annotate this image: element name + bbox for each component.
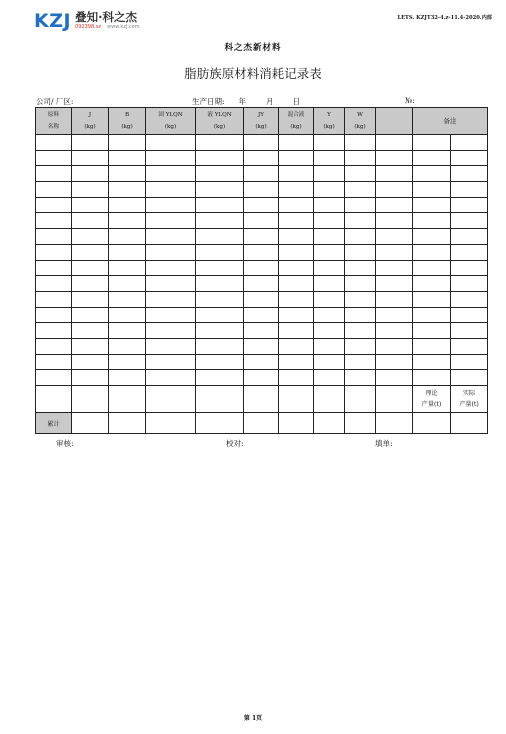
- table-cell[interactable]: [451, 135, 488, 151]
- table-cell[interactable]: [109, 413, 146, 434]
- table-cell[interactable]: [314, 182, 345, 198]
- table-cell[interactable]: [279, 386, 314, 413]
- table-cell[interactable]: [279, 323, 314, 339]
- table-cell[interactable]: [244, 354, 279, 370]
- table-cell[interactable]: [279, 213, 314, 229]
- theoretical-yield-label: 理论 产量(t): [413, 386, 451, 413]
- table-cell[interactable]: [413, 260, 451, 276]
- table-cell[interactable]: [196, 370, 244, 386]
- table-cell[interactable]: [413, 197, 451, 213]
- table-cell[interactable]: [413, 413, 451, 434]
- table-row: [36, 354, 488, 370]
- table-row: [36, 150, 488, 166]
- table-cell[interactable]: [109, 386, 146, 413]
- table-cell[interactable]: [451, 338, 488, 354]
- header-cell: Y (kg): [314, 108, 345, 135]
- logo-text: [75, 11, 139, 31]
- table-cell[interactable]: [146, 260, 196, 276]
- table-cell[interactable]: [36, 338, 72, 354]
- table-cell[interactable]: [413, 229, 451, 245]
- table-cell[interactable]: [196, 260, 244, 276]
- table-cell[interactable]: [413, 354, 451, 370]
- table-cell[interactable]: [244, 307, 279, 323]
- table-cell[interactable]: [376, 323, 413, 339]
- table-cell[interactable]: [196, 307, 244, 323]
- table-cell[interactable]: [451, 244, 488, 260]
- table-cell[interactable]: [244, 213, 279, 229]
- table-cell[interactable]: [345, 182, 376, 198]
- table-cell[interactable]: [376, 150, 413, 166]
- table-cell[interactable]: [244, 260, 279, 276]
- table-cell[interactable]: [146, 166, 196, 182]
- header-cell: J (kg): [72, 108, 109, 135]
- production-date-field: [192, 96, 300, 107]
- year-label: 年: [238, 97, 247, 106]
- table-cell[interactable]: [196, 386, 244, 413]
- table-cell[interactable]: [345, 135, 376, 151]
- table-cell[interactable]: [196, 323, 244, 339]
- header-cell: JY (kg): [244, 108, 279, 135]
- table-cell[interactable]: [244, 291, 279, 307]
- brand-logo: [34, 11, 140, 35]
- table-cell[interactable]: [146, 276, 196, 292]
- number-label: №:: [405, 96, 415, 105]
- table-cell[interactable]: [146, 307, 196, 323]
- table-cell[interactable]: [244, 386, 279, 413]
- table-cell[interactable]: [109, 229, 146, 245]
- table-cell[interactable]: [146, 323, 196, 339]
- table-cell[interactable]: [345, 413, 376, 434]
- table-cell[interactable]: [376, 244, 413, 260]
- table-cell[interactable]: [109, 370, 146, 386]
- table-row: [36, 370, 488, 386]
- table-cell[interactable]: [376, 370, 413, 386]
- table-cell[interactable]: [376, 135, 413, 151]
- fill-signature: 填单:: [375, 439, 393, 448]
- table-cell[interactable]: [345, 229, 376, 245]
- table-row: [36, 213, 488, 229]
- table-cell[interactable]: [109, 166, 146, 182]
- table-cell[interactable]: [109, 197, 146, 213]
- table-cell[interactable]: [345, 370, 376, 386]
- table-cell[interactable]: [72, 182, 109, 198]
- table-cell[interactable]: [196, 166, 244, 182]
- table-cell[interactable]: [451, 166, 488, 182]
- table-cell[interactable]: [376, 307, 413, 323]
- table-cell[interactable]: [376, 260, 413, 276]
- table-cell[interactable]: [36, 197, 72, 213]
- table-cell[interactable]: [413, 291, 451, 307]
- table-cell[interactable]: [345, 323, 376, 339]
- table-row: [36, 135, 488, 151]
- table-cell[interactable]: [314, 135, 345, 151]
- table-cell[interactable]: [451, 229, 488, 245]
- table-cell[interactable]: [413, 182, 451, 198]
- table-cell[interactable]: [345, 197, 376, 213]
- table-row: [36, 291, 488, 307]
- table-cell[interactable]: [413, 307, 451, 323]
- table-cell[interactable]: [279, 229, 314, 245]
- table-cell[interactable]: [451, 370, 488, 386]
- table-cell[interactable]: [451, 213, 488, 229]
- logo-sub: [75, 24, 139, 31]
- table-cell[interactable]: [345, 150, 376, 166]
- table-cell[interactable]: [109, 260, 146, 276]
- table-cell[interactable]: [279, 166, 314, 182]
- page-number: 第 1页: [243, 715, 263, 722]
- day-label: 日: [292, 97, 301, 106]
- table-cell[interactable]: [72, 197, 109, 213]
- table-cell[interactable]: [279, 135, 314, 151]
- table-cell[interactable]: [72, 386, 109, 413]
- actual-yield-label: 实际 产量(t): [451, 386, 488, 413]
- table-cell[interactable]: [376, 197, 413, 213]
- table-row: [36, 260, 488, 276]
- table-cell[interactable]: [146, 413, 196, 434]
- table-cell[interactable]: [451, 260, 488, 276]
- table-cell[interactable]: [146, 386, 196, 413]
- table-cell[interactable]: [413, 244, 451, 260]
- table-cell[interactable]: [345, 276, 376, 292]
- table-cell[interactable]: [451, 354, 488, 370]
- yield-row: [36, 386, 488, 413]
- table-cell[interactable]: [413, 323, 451, 339]
- table-cell[interactable]: [279, 150, 314, 166]
- table-cell[interactable]: [279, 307, 314, 323]
- table-cell[interactable]: [244, 150, 279, 166]
- number-field: [405, 96, 415, 105]
- table-cell[interactable]: [314, 213, 345, 229]
- table-cell[interactable]: [196, 197, 244, 213]
- table-cell[interactable]: [345, 260, 376, 276]
- table-cell[interactable]: [72, 291, 109, 307]
- table-cell[interactable]: [244, 323, 279, 339]
- table-cell[interactable]: [36, 386, 72, 413]
- table-cell[interactable]: [72, 370, 109, 386]
- table-cell[interactable]: [451, 182, 488, 198]
- check-signature: 校对:: [226, 439, 244, 448]
- table-cell[interactable]: [36, 244, 72, 260]
- table-cell[interactable]: [36, 150, 72, 166]
- table-cell[interactable]: [314, 413, 345, 434]
- brand-name: 叠知·科之杰: [75, 10, 137, 24]
- table-cell[interactable]: [36, 370, 72, 386]
- table-cell[interactable]: [279, 260, 314, 276]
- table-cell[interactable]: [72, 229, 109, 245]
- table-row: [36, 338, 488, 354]
- header-row: [36, 108, 488, 135]
- table-cell[interactable]: [244, 182, 279, 198]
- table-cell[interactable]: [279, 291, 314, 307]
- table-cell[interactable]: [314, 323, 345, 339]
- table-cell[interactable]: [109, 291, 146, 307]
- table-cell[interactable]: [314, 244, 345, 260]
- table-cell[interactable]: [244, 197, 279, 213]
- header-cell: 原料 名称: [36, 108, 72, 135]
- table-cell[interactable]: [376, 354, 413, 370]
- table-cell[interactable]: [146, 338, 196, 354]
- table-cell[interactable]: [345, 386, 376, 413]
- table-row: [36, 323, 488, 339]
- table-cell[interactable]: [345, 244, 376, 260]
- table-cell[interactable]: [413, 150, 451, 166]
- table-cell[interactable]: [314, 307, 345, 323]
- total-label: 累计: [36, 413, 72, 434]
- table-cell[interactable]: [36, 323, 72, 339]
- table-cell[interactable]: [413, 166, 451, 182]
- date-label: 生产日期:: [192, 97, 225, 106]
- table-cell[interactable]: [72, 323, 109, 339]
- header-cell: 混合液 (kg): [279, 108, 314, 135]
- table-cell[interactable]: [72, 338, 109, 354]
- table-cell[interactable]: [314, 276, 345, 292]
- table-cell[interactable]: [244, 370, 279, 386]
- table-cell[interactable]: [451, 197, 488, 213]
- table-cell[interactable]: [244, 413, 279, 434]
- table-cell[interactable]: [279, 413, 314, 434]
- table-cell[interactable]: [72, 244, 109, 260]
- table-cell[interactable]: [196, 354, 244, 370]
- table-cell[interactable]: [279, 197, 314, 213]
- table-cell[interactable]: [314, 370, 345, 386]
- table-cell[interactable]: [196, 229, 244, 245]
- table-cell[interactable]: [196, 338, 244, 354]
- table-cell[interactable]: [314, 354, 345, 370]
- table-cell[interactable]: [451, 307, 488, 323]
- header-cell: 固 YLQN (kg): [146, 108, 196, 135]
- table-cell[interactable]: [413, 338, 451, 354]
- table-cell[interactable]: [413, 135, 451, 151]
- table-cell[interactable]: [146, 244, 196, 260]
- header-cell: W (kg): [345, 108, 376, 135]
- table-cell[interactable]: [109, 213, 146, 229]
- table-cell[interactable]: [146, 291, 196, 307]
- table-cell[interactable]: [109, 182, 146, 198]
- table-row: [36, 307, 488, 323]
- table-cell[interactable]: [72, 213, 109, 229]
- table-row: [36, 276, 488, 292]
- table-cell[interactable]: [109, 276, 146, 292]
- table-cell[interactable]: [109, 354, 146, 370]
- table-row: [36, 229, 488, 245]
- table-cell[interactable]: [376, 276, 413, 292]
- table-cell[interactable]: [451, 291, 488, 307]
- company-name: 科之杰新材料: [224, 43, 282, 53]
- table-cell[interactable]: [146, 135, 196, 151]
- table-cell[interactable]: [72, 150, 109, 166]
- document-number: LETS. KZJT32-4.z-11.4-2020.内部: [397, 15, 492, 21]
- table-cell[interactable]: [451, 323, 488, 339]
- table-cell[interactable]: [244, 166, 279, 182]
- table-cell[interactable]: [376, 182, 413, 198]
- table-cell[interactable]: [36, 135, 72, 151]
- table-cell[interactable]: [109, 244, 146, 260]
- table-cell[interactable]: [196, 213, 244, 229]
- table-cell[interactable]: [345, 166, 376, 182]
- table-cell[interactable]: [109, 150, 146, 166]
- note-header: 备注: [413, 108, 488, 135]
- stock-code: 092398.sz: [75, 24, 101, 30]
- table-cell[interactable]: [36, 260, 72, 276]
- table-cell[interactable]: [146, 354, 196, 370]
- table-cell[interactable]: [72, 276, 109, 292]
- table-cell[interactable]: [413, 276, 451, 292]
- company-label: 公司/ 厂区:: [36, 97, 74, 106]
- total-row: [36, 413, 488, 434]
- table-cell[interactable]: [376, 291, 413, 307]
- table-cell[interactable]: [279, 338, 314, 354]
- table-cell[interactable]: [196, 135, 244, 151]
- table-cell[interactable]: [109, 135, 146, 151]
- table-cell[interactable]: [72, 166, 109, 182]
- table-cell[interactable]: [451, 276, 488, 292]
- table-cell[interactable]: [345, 338, 376, 354]
- table-cell[interactable]: [109, 307, 146, 323]
- table-cell[interactable]: [376, 166, 413, 182]
- table-cell[interactable]: [146, 182, 196, 198]
- table-cell[interactable]: [376, 413, 413, 434]
- table-cell[interactable]: [244, 338, 279, 354]
- table-cell[interactable]: [36, 229, 72, 245]
- table-cell[interactable]: [36, 276, 72, 292]
- table-cell[interactable]: [196, 244, 244, 260]
- table-cell[interactable]: [72, 413, 109, 434]
- table-cell[interactable]: [146, 150, 196, 166]
- table-cell[interactable]: [146, 229, 196, 245]
- table-cell[interactable]: [146, 213, 196, 229]
- table-cell[interactable]: [244, 135, 279, 151]
- table-cell[interactable]: [244, 229, 279, 245]
- table-cell[interactable]: [345, 291, 376, 307]
- table-cell[interactable]: [279, 370, 314, 386]
- table-cell[interactable]: [109, 323, 146, 339]
- table-cell[interactable]: [279, 244, 314, 260]
- table-cell[interactable]: [345, 213, 376, 229]
- header-cell: [376, 108, 413, 135]
- table-cell[interactable]: [36, 166, 72, 182]
- table-cell[interactable]: [451, 150, 488, 166]
- table-row: [36, 244, 488, 260]
- table-cell[interactable]: [72, 354, 109, 370]
- table-cell[interactable]: [196, 291, 244, 307]
- table-cell[interactable]: [196, 182, 244, 198]
- table-cell[interactable]: [314, 386, 345, 413]
- table-cell[interactable]: [279, 354, 314, 370]
- table-cell[interactable]: [314, 260, 345, 276]
- table-cell[interactable]: [314, 150, 345, 166]
- table-cell[interactable]: [376, 229, 413, 245]
- table-row: [36, 197, 488, 213]
- table-cell[interactable]: [279, 182, 314, 198]
- table-cell[interactable]: [196, 150, 244, 166]
- table-cell[interactable]: [413, 370, 451, 386]
- table-cell[interactable]: [314, 291, 345, 307]
- table-cell[interactable]: [196, 276, 244, 292]
- header-cell: B (kg): [109, 108, 146, 135]
- table-cell[interactable]: [314, 197, 345, 213]
- form-title: 脂肪族原材料消耗记录表: [184, 66, 322, 81]
- table-cell[interactable]: [146, 370, 196, 386]
- table-row: [36, 182, 488, 198]
- table-cell[interactable]: [196, 413, 244, 434]
- table-cell[interactable]: [244, 276, 279, 292]
- table-cell[interactable]: [36, 291, 72, 307]
- table-row: [36, 166, 488, 182]
- table-cell[interactable]: [72, 260, 109, 276]
- table-cell[interactable]: [345, 307, 376, 323]
- table-cell[interactable]: [244, 244, 279, 260]
- table-cell[interactable]: [36, 213, 72, 229]
- logo-mark: KZJ: [34, 10, 72, 32]
- website: www.kzj.com: [106, 24, 140, 30]
- table-cell[interactable]: [72, 135, 109, 151]
- consumption-table: [35, 107, 488, 434]
- table-cell[interactable]: [376, 386, 413, 413]
- table-cell[interactable]: [109, 338, 146, 354]
- table-cell[interactable]: [146, 197, 196, 213]
- table-cell[interactable]: [376, 338, 413, 354]
- table-cell[interactable]: [345, 354, 376, 370]
- table-cell[interactable]: [36, 307, 72, 323]
- table-cell[interactable]: [413, 213, 451, 229]
- table-cell[interactable]: [72, 307, 109, 323]
- table-cell[interactable]: [36, 182, 72, 198]
- table-cell[interactable]: [451, 413, 488, 434]
- table-cell[interactable]: [279, 276, 314, 292]
- audit-signature: 审核:: [56, 439, 74, 448]
- table-cell[interactable]: [376, 213, 413, 229]
- table-cell[interactable]: [36, 354, 72, 370]
- month-label: 月: [266, 97, 274, 106]
- company-field: [36, 96, 73, 107]
- table-cell[interactable]: [314, 166, 345, 182]
- table-cell[interactable]: [314, 338, 345, 354]
- header-cell: 液 YLQN (kg): [196, 108, 244, 135]
- table-cell[interactable]: [314, 229, 345, 245]
